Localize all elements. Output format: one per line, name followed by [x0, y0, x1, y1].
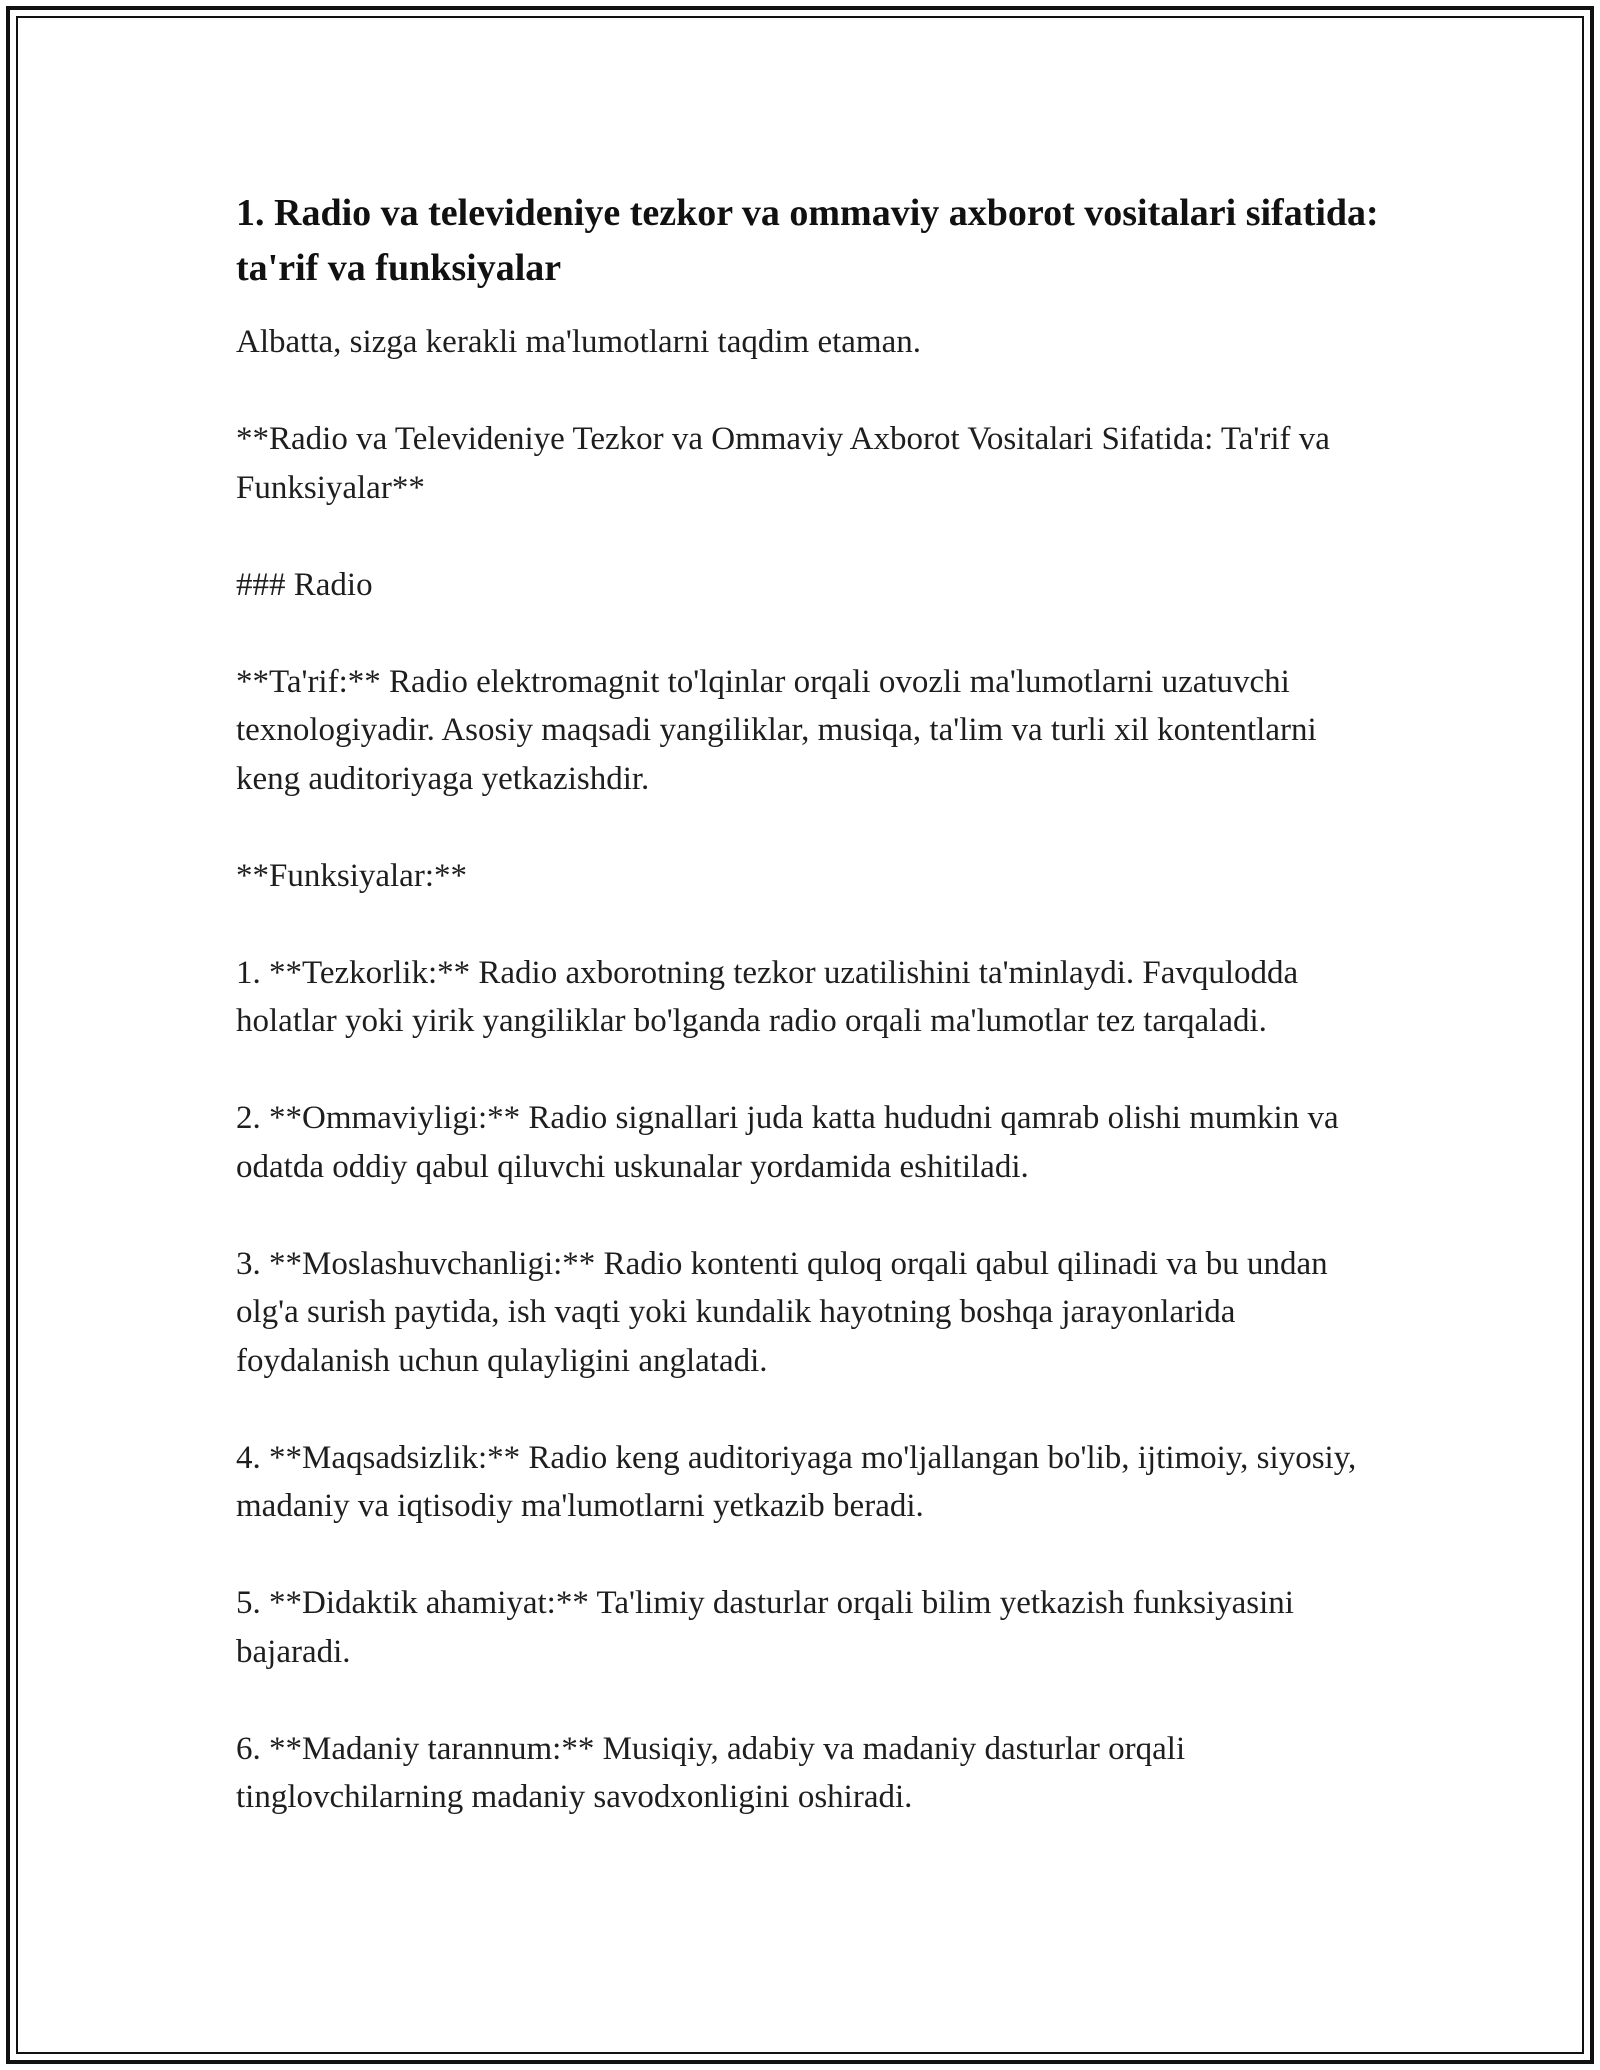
bold-title-paragraph: **Radio va Televideniye Tezkor va Ommaviy Axborot Vositalari Sifatida: Ta'rif va Funksiyalar** [236, 421, 1330, 506]
list-item-ommaviyligi: 2. **Ommaviyligi:** Radio signallari juda katta hududni qamrab olishi mumkin va odatda oddiy qabul qiluvchi uskunalar yordamida eshitiladi. [236, 1100, 1339, 1185]
list-item-tezkorlik: 1. **Tezkorlik:** Radio axborotning tezkor uzatilishini ta'minlaydi. Favqulodda holatlar yoki yirik yangiliklar bo'lganda radio orqali ma'lumotlar tez tarqaladi. [236, 954, 1299, 1039]
intro-paragraph: Albatta, sizga kerakli ma'lumotlarni taqdim etaman. [236, 324, 921, 360]
list-item-moslashuvchanligi: 3. **Moslashuvchanligi:** Radio kontenti quloq orqali qabul qilinadi va bu undan olg'a surish paytida, ish vaqti yoki kundalik hayotning boshqa jarayonlarida foydalanish uchun qulayligini anglatadi. [236, 1245, 1328, 1379]
radio-subheading: ### Radio [236, 566, 373, 603]
definition-paragraph: **Ta'rif:** Radio elektromagnit to'lqinlar orqali ovozli ma'lumotlarni uzatuvchi texnologiyadir. Asosiy maqsadi yangiliklar, musiqa, ta'lim va turli xil kontentlarni keng auditoriyaga yetkazishdir. [236, 663, 1317, 797]
list-item-madaniy-tarannum: 6. **Madaniy tarannum:** Musiqiy, adabiy va madaniy dasturlar orqali tinglovchilarning madaniy savodxonligini oshiradi. [236, 1730, 1186, 1815]
list-item-didaktik-ahamiyat: 5. **Didaktik ahamiyat:** Ta'limiy dasturlar orqali bilim yetkazish funksiyasini bajaradi. [236, 1585, 1294, 1670]
section-heading: 1. Radio va televideniye tezkor va ommaviy axborot vositalari sifatida: ta'rif va funksiyalar [236, 192, 1379, 289]
list-item-maqsadsizlik: 4. **Maqsadsizlik:** Radio keng auditoriyaga mo'ljallangan bo'lib, ijtimoiy, siyosiy, madaniy va iqtisodiy ma'lumotlarni yetkazib beradi. [236, 1439, 1357, 1524]
functions-label: **Funksiyalar:** [236, 857, 467, 894]
document-body [236, 186, 1386, 1822]
